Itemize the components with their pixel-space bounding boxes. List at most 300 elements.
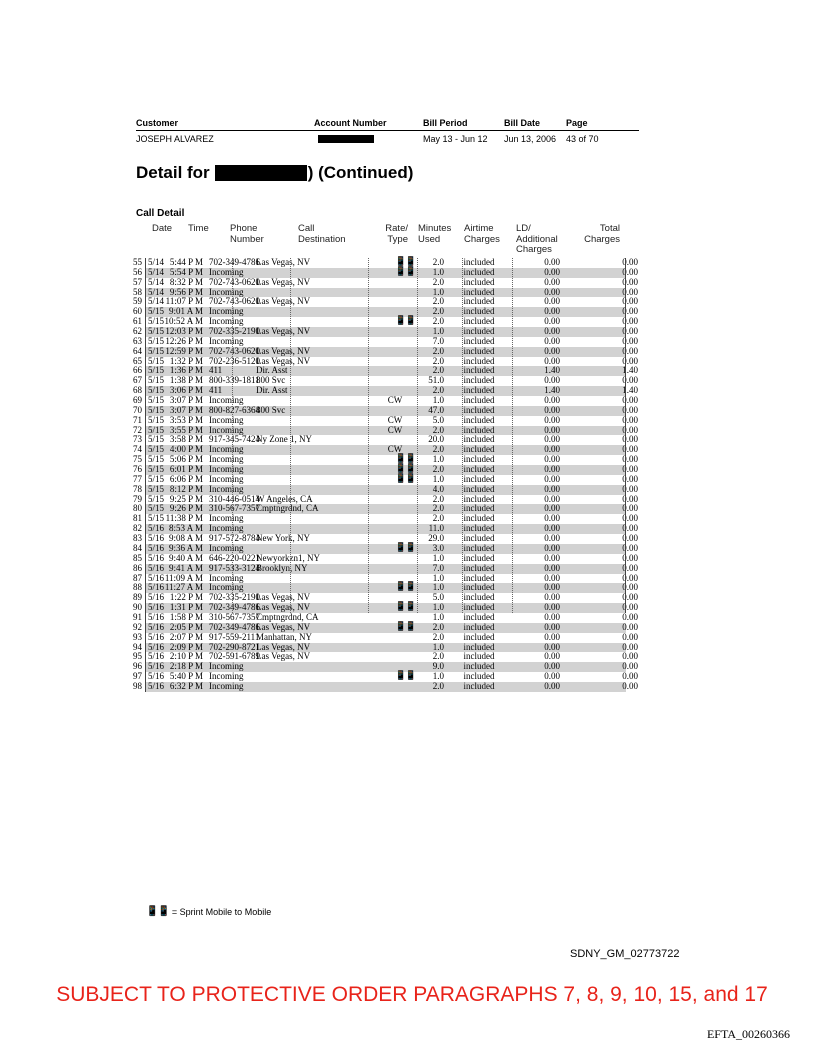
- cell-air: included: [463, 404, 495, 415]
- cell-phone: Incoming: [209, 473, 244, 484]
- cell-time: 11:27 A M: [164, 582, 203, 593]
- cell-total: 0.00: [622, 602, 638, 613]
- cell-min: 1.0: [432, 602, 444, 613]
- cell-time: 6:32 P M: [169, 680, 203, 691]
- bates-number: SDNY_GM_02773722: [570, 948, 680, 960]
- cell-total: 0.00: [622, 404, 638, 415]
- cell-phone: Incoming: [209, 464, 244, 475]
- cell-ld: 0.00: [544, 296, 560, 307]
- cell-time: 3:06 P M: [169, 385, 203, 396]
- column-divider: [417, 258, 418, 613]
- cell-total: 0.00: [622, 296, 638, 307]
- cell-min: 2.0: [432, 385, 444, 396]
- col-header-destination: Call Destination: [298, 223, 346, 245]
- cell-air: included: [463, 572, 495, 583]
- cell-time: 12:59 P M: [165, 345, 203, 356]
- cell-phone: 800-339-1811: [209, 375, 260, 386]
- page-value: 43 of 70: [566, 134, 599, 144]
- column-divider: [290, 258, 291, 613]
- cell-min: 2.0: [432, 316, 444, 327]
- cell-total: 1.40: [622, 365, 638, 376]
- cell-date: 5/14: [148, 296, 165, 307]
- cell-date: 5/14: [148, 276, 165, 287]
- cell-ld: 0.00: [544, 345, 560, 356]
- col-header-total: Total Charges: [584, 223, 620, 245]
- row-number: 61: [133, 316, 142, 327]
- row-number: 60: [133, 306, 142, 317]
- cell-min: 5.0: [432, 414, 444, 425]
- cell-ld: 1.40: [544, 365, 560, 376]
- row-cells: 5/15 5:06 P M Incoming 📱📱 1.0 included 0.00 0.00: [145, 455, 626, 465]
- cell-date: 5/16: [148, 641, 165, 652]
- cell-air: included: [463, 631, 495, 642]
- cell-air: included: [463, 424, 495, 435]
- cell-ld: 0.00: [544, 651, 560, 662]
- cell-dest: Dir. Asst: [256, 385, 288, 396]
- cell-phone: Incoming: [209, 444, 244, 455]
- cell-air: included: [463, 464, 495, 475]
- cell-ld: 0.00: [544, 542, 560, 553]
- cell-ld: 0.00: [544, 454, 560, 465]
- cell-ld: 0.00: [544, 276, 560, 287]
- cell-phone: 800-827-6364: [209, 404, 260, 415]
- cell-time: 1:31 P M: [169, 602, 203, 613]
- cell-date: 5/16: [148, 592, 165, 603]
- cell-min: 3.0: [432, 542, 444, 553]
- cell-date: 5/16: [148, 621, 165, 632]
- cell-date: 5/16: [148, 611, 165, 622]
- cell-min: 1.0: [432, 286, 444, 297]
- cell-dest: 800 Svc: [256, 404, 286, 415]
- col-header-phone: Phone Number: [230, 223, 264, 245]
- cell-min: 2.0: [432, 503, 444, 514]
- cell-ld: 0.00: [544, 671, 560, 682]
- cell-min: 1.0: [432, 454, 444, 465]
- cell-ld: 0.00: [544, 552, 560, 563]
- row-number: 63: [133, 335, 142, 346]
- cell-total: 0.00: [622, 680, 638, 691]
- legend: [146, 906, 271, 917]
- col-header-time: Time: [188, 223, 209, 234]
- cell-air: included: [463, 621, 495, 632]
- row-number: 94: [133, 641, 142, 652]
- cell-min: 1.0: [432, 671, 444, 682]
- cell-total: 0.00: [622, 631, 638, 642]
- bill-date-label: Bill Date: [504, 118, 541, 128]
- cell-air: included: [463, 513, 495, 524]
- protective-order-notice: SUBJECT TO PROTECTIVE ORDER PARAGRAPHS 7, 8, 9, 10, 15, and 17: [56, 983, 768, 1006]
- cell-dest: Cmptngrdnd, CA: [256, 611, 319, 622]
- cell-time: 3:07 P M: [169, 395, 203, 406]
- cell-dest: Brooklyn, NY: [256, 562, 308, 573]
- cell-air: included: [463, 533, 495, 544]
- cell-time: 11:09 A M: [164, 572, 203, 583]
- row-number: 78: [133, 483, 142, 494]
- cell-ld: 0.00: [544, 611, 560, 622]
- cell-time: 10:52 A M: [164, 316, 203, 327]
- cell-min: 5.0: [432, 592, 444, 603]
- cell-ld: 0.00: [544, 680, 560, 691]
- cell-total: 0.00: [622, 464, 638, 475]
- row-number: 66: [133, 365, 142, 376]
- cell-total: 0.00: [622, 542, 638, 553]
- cell-phone: 702-349-4786: [209, 621, 260, 632]
- cell-date: 5/15: [148, 464, 165, 475]
- cell-phone: Incoming: [209, 661, 244, 672]
- cell-total: 0.00: [622, 592, 638, 603]
- cell-time: 3:07 P M: [169, 404, 203, 415]
- row-number: 67: [133, 375, 142, 386]
- bill-period-label: Bill Period: [423, 118, 468, 128]
- cell-phone: Incoming: [209, 316, 244, 327]
- cell-date: 5/15: [148, 424, 165, 435]
- cell-phone: 702-591-6789: [209, 651, 260, 662]
- cell-date: 5/16: [148, 542, 165, 553]
- column-divider: [232, 258, 233, 613]
- col-header-ld: LD/ Additional Charges: [516, 223, 558, 255]
- cell-total: 0.00: [622, 473, 638, 484]
- row-cells: 5/16 9:36 A M Incoming 📱📱 3.0 included 0.00 0.00: [145, 544, 626, 554]
- cell-total: 0.00: [622, 611, 638, 622]
- cell-date: 5/16: [148, 582, 165, 593]
- cell-air: included: [463, 395, 495, 406]
- cell-total: 0.00: [622, 286, 638, 297]
- cell-min: 2.0: [432, 631, 444, 642]
- cell-min: 11.0: [428, 523, 444, 534]
- cell-date: 5/16: [148, 602, 165, 613]
- cell-ld: 0.00: [544, 533, 560, 544]
- cell-date: 5/15: [148, 345, 165, 356]
- row-number: 59: [133, 296, 142, 307]
- col-header-minutes: Minutes Used: [418, 223, 452, 245]
- row-number: 97: [133, 671, 142, 682]
- phone-number-redaction: [215, 165, 307, 181]
- cell-date: 5/15: [148, 306, 165, 317]
- cell-date: 5/15: [148, 316, 165, 327]
- cell-total: 0.00: [622, 414, 638, 425]
- cell-min: 2.0: [432, 651, 444, 662]
- cell-phone: Incoming: [209, 395, 244, 406]
- cell-time: 9:40 A M: [168, 552, 203, 563]
- cell-dest: 800 Svc: [256, 375, 286, 386]
- cell-total: 0.00: [622, 276, 638, 287]
- cell-air: included: [463, 355, 495, 366]
- cell-air: included: [463, 434, 495, 445]
- cell-time: 8:12 P M: [169, 483, 203, 494]
- bill-period-value: May 13 - Jun 12: [423, 134, 488, 144]
- row-number: 98: [133, 680, 142, 691]
- row-number: 73: [133, 434, 142, 445]
- cell-air: included: [463, 592, 495, 603]
- cell-ld: 0.00: [544, 602, 560, 613]
- cell-air: included: [463, 671, 495, 682]
- cell-time: 5:54 P M: [169, 266, 203, 277]
- row-number: 55: [133, 257, 142, 267]
- cell-air: included: [463, 523, 495, 534]
- cell-air: included: [463, 611, 495, 622]
- cell-ld: 0.00: [544, 572, 560, 583]
- cell-rate: CW: [387, 414, 403, 425]
- cell-dest: Las Vegas, NV: [256, 345, 311, 356]
- cell-phone: Incoming: [209, 542, 244, 553]
- cell-ld: 0.00: [544, 562, 560, 573]
- cell-min: 1.0: [432, 611, 444, 622]
- row-cells: 5/15 10:52 A M Incoming 📱📱 2.0 included 0.00 0.00: [145, 317, 626, 327]
- cell-rate: CW: [387, 444, 403, 455]
- cell-time: 3:58 P M: [169, 434, 203, 445]
- cell-air: included: [463, 582, 495, 593]
- cell-date: 5/15: [148, 503, 165, 514]
- legend-text: = Sprint Mobile to Mobile: [171, 906, 272, 917]
- cell-min: 29.0: [428, 533, 444, 544]
- cell-time: 8:32 P M: [169, 276, 203, 287]
- column-divider: [462, 258, 463, 613]
- cell-air: included: [463, 562, 495, 573]
- cell-ld: 0.00: [544, 621, 560, 632]
- cell-min: 2.0: [432, 680, 444, 691]
- cell-total: 0.00: [622, 316, 638, 327]
- cell-date: 5/15: [148, 434, 165, 445]
- cell-min: 1.0: [432, 473, 444, 484]
- cell-dest: Ny Zone 1, NY: [256, 434, 312, 445]
- cell-dest: New York, NY: [256, 533, 311, 544]
- row-number: 57: [133, 276, 142, 287]
- cell-date: 5/16: [148, 651, 165, 662]
- cell-total: 0.00: [622, 454, 638, 465]
- cell-air: included: [463, 661, 495, 672]
- cell-date: 5/16: [148, 562, 165, 573]
- cell-air: included: [463, 296, 495, 307]
- cell-min: 9.0: [432, 661, 444, 672]
- row-number: 79: [133, 493, 142, 504]
- cell-phone: 702-349-4786: [209, 257, 260, 267]
- cell-time: 1:58 P M: [169, 611, 203, 622]
- cell-time: 11:07 P M: [165, 296, 203, 307]
- cell-min: 2.0: [432, 513, 444, 524]
- cell-time: 8:53 A M: [168, 523, 203, 534]
- cell-total: 0.00: [622, 641, 638, 652]
- cell-ld: 0.00: [544, 641, 560, 652]
- cell-air: included: [463, 414, 495, 425]
- cell-phone: Incoming: [209, 266, 244, 277]
- cell-phone: Incoming: [209, 483, 244, 494]
- cell-dest: Las Vegas, NV: [256, 326, 311, 337]
- cell-date: 5/16: [148, 661, 165, 672]
- cell-time: 9:26 P M: [169, 503, 203, 514]
- row-cells: 5/16 1:31 P M 702-349-4786 Las Vegas, NV 📱📱 1.0 included 0.00 0.00: [145, 603, 626, 613]
- cell-time: 9:25 P M: [169, 493, 203, 504]
- table-row: [132, 680, 638, 692]
- cell-phone: 702-743-0620: [209, 296, 260, 307]
- cell-ld: 0.00: [544, 523, 560, 534]
- cell-total: 0.00: [622, 266, 638, 277]
- cell-phone: 310-567-7357: [209, 611, 260, 622]
- cell-phone: 702-236-5120: [209, 355, 260, 366]
- cell-phone: 917-345-7424: [209, 434, 260, 445]
- cell-phone: Incoming: [209, 335, 244, 346]
- cell-time: 6:01 P M: [169, 464, 203, 475]
- cell-min: 20.0: [428, 434, 444, 445]
- cell-min: 2.0: [432, 296, 444, 307]
- cell-min: 1.0: [432, 266, 444, 277]
- row-number: 93: [133, 631, 142, 642]
- cell-ld: 0.00: [544, 592, 560, 603]
- cell-ld: 0.00: [544, 493, 560, 504]
- cell-ld: 0.00: [544, 464, 560, 475]
- cell-phone: 702-743-0620: [209, 276, 260, 287]
- cell-air: included: [463, 335, 495, 346]
- cell-total: 0.00: [622, 345, 638, 356]
- row-cells: 5/14 5:54 P M Incoming 📱📱 1.0 included 0.00 0.00: [145, 268, 626, 278]
- cell-min: 1.0: [432, 572, 444, 583]
- customer-name: JOSEPH ALVAREZ: [136, 134, 214, 144]
- cell-total: 0.00: [622, 572, 638, 583]
- cell-date: 5/16: [148, 631, 165, 642]
- cell-total: 0.00: [622, 552, 638, 563]
- row-cells: 5/14 5:44 P M 702-349-4786 Las Vegas, NV 📱📱 2.0 included 0.00 0.00: [145, 258, 626, 268]
- cell-time: 2:05 P M: [169, 621, 203, 632]
- cell-date: 5/16: [148, 671, 165, 682]
- cell-date: 5/16: [148, 680, 165, 691]
- cell-min: 1.0: [432, 641, 444, 652]
- section-title: Call Detail: [136, 208, 185, 219]
- cell-min: 2.0: [432, 345, 444, 356]
- cell-time: 2:07 P M: [169, 631, 203, 642]
- row-cells: 5/16 5:40 P M Incoming 📱📱 1.0 included 0.00 0.00: [145, 672, 626, 682]
- cell-ld: 0.00: [544, 414, 560, 425]
- call-detail-table: [132, 257, 638, 692]
- cell-ld: 0.00: [544, 355, 560, 366]
- cell-total: 0.00: [622, 355, 638, 366]
- row-number: 88: [133, 582, 142, 593]
- cell-ld: 0.00: [544, 395, 560, 406]
- cell-date: 5/15: [148, 365, 165, 376]
- cell-ld: 0.00: [544, 326, 560, 337]
- cell-total: 0.00: [622, 424, 638, 435]
- col-header-date: Date: [152, 223, 173, 234]
- cell-phone: Incoming: [209, 671, 244, 682]
- cell-date: 5/15: [148, 385, 165, 396]
- cell-time: 9:56 P M: [169, 286, 203, 297]
- row-cells: 5/16 11:27 A M Incoming 📱📱 1.0 included 0.00 0.00: [145, 583, 626, 593]
- cell-air: included: [463, 483, 495, 494]
- page-label: Page: [566, 118, 588, 128]
- cell-total: 0.00: [622, 375, 638, 386]
- row-number: 70: [133, 404, 142, 415]
- cell-date: 5/15: [148, 473, 165, 484]
- row-number: 69: [133, 395, 142, 406]
- cell-date: 5/15: [148, 395, 165, 406]
- row-number: 84: [133, 542, 142, 553]
- cell-ld: 0.00: [544, 266, 560, 277]
- row-number: 62: [133, 326, 142, 337]
- row-number: 92: [133, 621, 142, 632]
- row-number: 86: [133, 562, 142, 573]
- cell-min: 1.0: [432, 582, 444, 593]
- cell-ld: 0.00: [544, 306, 560, 317]
- cell-air: included: [463, 306, 495, 317]
- cell-time: 1:36 P M: [169, 365, 203, 376]
- cell-time: 6:06 P M: [169, 473, 203, 484]
- cell-time: 12:03 P M: [165, 326, 203, 337]
- cell-total: 0.00: [622, 306, 638, 317]
- row-cells: [145, 680, 638, 692]
- row-number: 95: [133, 651, 142, 662]
- row-number: 74: [133, 444, 142, 455]
- cell-ld: 0.00: [544, 335, 560, 346]
- cell-phone: 310-567-7357: [209, 503, 260, 514]
- cell-date: 5/15: [148, 335, 165, 346]
- cell-phone: 310-446-0514: [209, 493, 260, 504]
- cell-ld: 0.00: [544, 473, 560, 484]
- cell-min: 1.0: [432, 326, 444, 337]
- cell-dest: Las Vegas, NV: [256, 651, 311, 662]
- cell-ld: 0.00: [544, 404, 560, 415]
- cell-time: 12:26 P M: [165, 335, 203, 346]
- cell-air: included: [463, 651, 495, 662]
- cell-dest: Newyorkzn1, NY: [256, 552, 320, 563]
- cell-min: 2.0: [432, 365, 444, 376]
- row-number: 90: [133, 602, 142, 613]
- cell-phone: 917-572-8784: [209, 533, 260, 544]
- cell-dest: Las Vegas, NV: [256, 355, 311, 366]
- cell-air: included: [463, 454, 495, 465]
- row-number: 68: [133, 385, 142, 396]
- cell-ld: 0.00: [544, 257, 560, 267]
- cell-ld: 0.00: [544, 503, 560, 514]
- cell-phone: Incoming: [209, 523, 244, 534]
- cell-air: included: [463, 276, 495, 287]
- cell-air: included: [463, 503, 495, 514]
- cell-min: 2.0: [432, 355, 444, 366]
- cell-time: 9:36 A M: [168, 542, 203, 553]
- cell-air: included: [463, 542, 495, 553]
- row-cells: 5/16 2:05 P M 702-349-4786 Las Vegas, NV 📱📱 2.0 included 0.00 0.00: [145, 623, 626, 633]
- phone-pair-icon: 📱📱: [146, 906, 169, 917]
- cell-ld: 1.40: [544, 385, 560, 396]
- title-suffix: ) (Continued): [307, 163, 414, 182]
- cell-ld: 0.00: [544, 513, 560, 524]
- column-divider: [368, 258, 369, 613]
- cell-ld: 0.00: [544, 424, 560, 435]
- cell-air: included: [463, 257, 495, 267]
- cell-dest: Las Vegas, NV: [256, 276, 311, 287]
- cell-ld: 0.00: [544, 483, 560, 494]
- column-divider: [512, 258, 513, 613]
- cell-time: 9:41 A M: [168, 562, 203, 573]
- cell-min: 2.0: [432, 424, 444, 435]
- row-number: 58: [133, 286, 142, 297]
- cell-phone: Incoming: [209, 286, 244, 297]
- cell-min: 51.0: [428, 375, 444, 386]
- cell-air: included: [463, 444, 495, 455]
- row-number: 82: [133, 523, 142, 534]
- cell-total: 0.00: [622, 493, 638, 504]
- cell-air: included: [463, 345, 495, 356]
- cell-ld: 0.00: [544, 316, 560, 327]
- cell-min: 1.0: [432, 552, 444, 563]
- cell-min: 2.0: [432, 257, 444, 267]
- cell-min: 7.0: [432, 562, 444, 573]
- cell-ld: 0.00: [544, 582, 560, 593]
- cell-date: 5/15: [148, 483, 165, 494]
- cell-date: 5/15: [148, 454, 165, 465]
- cell-air: included: [463, 680, 495, 691]
- cell-total: 0.00: [622, 503, 638, 514]
- cell-phone: 702-743-0620: [209, 345, 260, 356]
- cell-dest: Manhattan, NY: [256, 631, 312, 642]
- cell-phone: Incoming: [209, 306, 244, 317]
